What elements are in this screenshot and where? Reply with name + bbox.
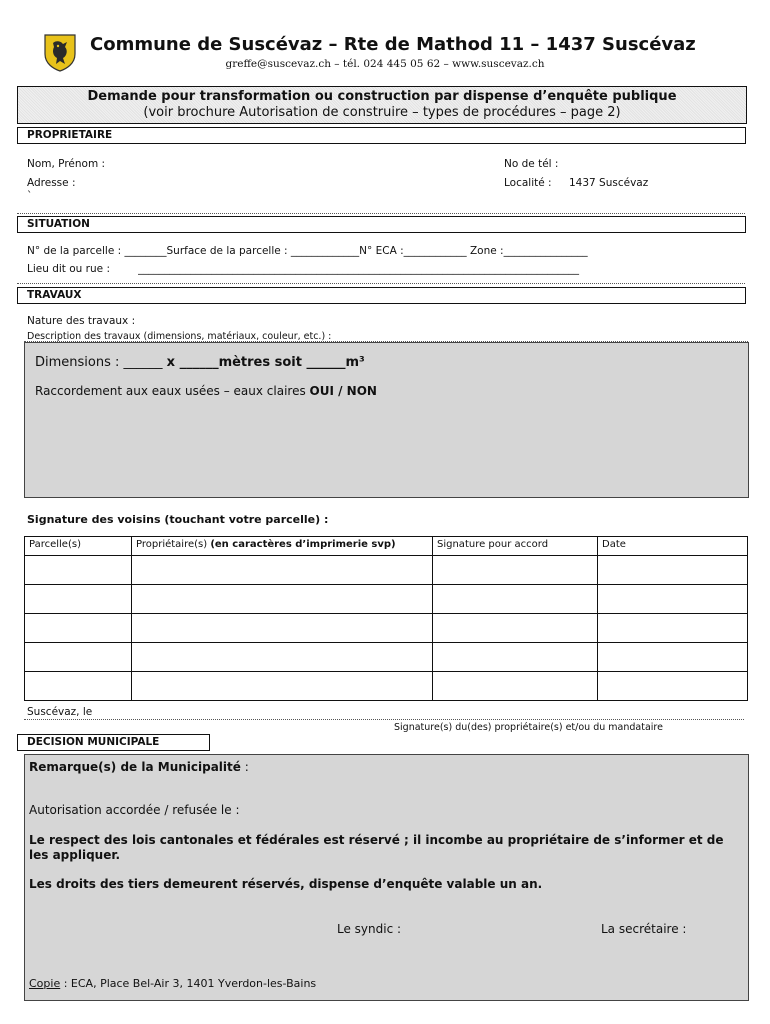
- locality-label: Localité :: [504, 177, 552, 189]
- copie-label: Copie: [29, 977, 61, 990]
- table-row: [25, 672, 748, 701]
- parcel-line: N° de la parcelle : ________Surface de la parcelle : _____________N° ECA :____________ Zone :________________: [27, 245, 588, 257]
- table-cell[interactable]: [433, 614, 598, 643]
- table-cell[interactable]: [598, 556, 748, 585]
- lieu-label: Lieu dit ou rue :: [27, 263, 110, 275]
- syndic-label: Le syndic :: [337, 922, 402, 936]
- divider: [17, 213, 745, 214]
- stray-mark: `: [27, 190, 33, 202]
- table-cell[interactable]: [433, 672, 598, 701]
- col-signature: Signature pour accord: [433, 537, 598, 556]
- name-label: Nom, Prénom :: [27, 158, 106, 170]
- dimensions-prefix: Dimensions : ______: [35, 355, 167, 370]
- table-cell[interactable]: [25, 556, 132, 585]
- divider: [17, 283, 745, 284]
- col-date: Date: [598, 537, 748, 556]
- table-cell[interactable]: [433, 585, 598, 614]
- owner-signature-label: Signature(s) du(des) propriétaire(s) et/ou du mandataire: [394, 722, 663, 733]
- dimensions-line: [35, 355, 365, 370]
- table-cell[interactable]: [132, 556, 433, 585]
- copie-text: : ECA, Place Bel-Air 3, 1401 Yverdon-les-Bains: [60, 977, 317, 990]
- table-row: [25, 614, 748, 643]
- table-cell[interactable]: [132, 643, 433, 672]
- address-label: Adresse :: [27, 177, 76, 189]
- request-title: Demande pour transformation ou construction par dispense d’enquête publique: [87, 89, 677, 104]
- table-cell[interactable]: [132, 585, 433, 614]
- table-cell[interactable]: [25, 672, 132, 701]
- table-row: [25, 643, 748, 672]
- decision-box: [24, 754, 749, 1001]
- table-header-row: [25, 537, 748, 556]
- table-row: [25, 585, 748, 614]
- autorisation-label: Autorisation accordée / refusée le :: [29, 803, 240, 817]
- table-cell[interactable]: [132, 614, 433, 643]
- respect-notice: Le respect des lois cantonales et fédérales est réservé ; il incombe au propriétaire de s’informer et de les appliquer.: [29, 833, 724, 862]
- col-proprietaire-label: Propriétaire(s): [136, 539, 211, 550]
- droits-notice: Les droits des tiers demeurent réservés, dispense d’enquête valable un an.: [29, 877, 543, 891]
- request-title-box: [17, 86, 747, 124]
- tel-label: No de tél :: [504, 158, 559, 170]
- table-cell[interactable]: [598, 585, 748, 614]
- lieu-field[interactable]: ____________________________________________________________________________________: [138, 263, 579, 275]
- table-cell[interactable]: [433, 556, 598, 585]
- voisins-heading: Signature des voisins (touchant votre parcelle) :: [27, 513, 329, 526]
- remarques-label: Remarque(s) de la Municipalité: [29, 760, 241, 774]
- table-cell[interactable]: [598, 614, 748, 643]
- col-proprietaire: [132, 537, 433, 556]
- dimensions-formula: x ______mètres soit ______m³: [166, 355, 365, 370]
- table-cell[interactable]: [25, 643, 132, 672]
- table-cell[interactable]: [598, 672, 748, 701]
- section-travaux: TRAVAUX: [17, 287, 746, 304]
- voisins-table: [24, 536, 748, 701]
- copie-line: [29, 977, 316, 990]
- section-situation: SITUATION: [17, 216, 746, 233]
- table-cell[interactable]: [598, 643, 748, 672]
- col-proprietaire-note: (en caractères d’imprimerie svp): [210, 539, 396, 550]
- remarques-colon: :: [240, 760, 249, 774]
- contact-line: greffe@suscevaz.ch – tél. 024 445 05 62 – www.suscevaz.ch: [225, 58, 545, 70]
- section-proprietaire: PROPRIETAIRE: [17, 127, 746, 144]
- description-box[interactable]: [24, 342, 749, 498]
- place-date-label: Suscévaz, le: [27, 706, 93, 718]
- description-label: Description des travaux (dimensions, matériaux, couleur, etc.) :: [27, 331, 332, 342]
- section-decision: DECISION MUNICIPALE: [17, 734, 210, 751]
- secretaire-label: La secrétaire :: [601, 922, 687, 936]
- col-parcelle: Parcelle(s): [25, 537, 132, 556]
- table-cell[interactable]: [25, 614, 132, 643]
- locality-value: 1437 Suscévaz: [569, 177, 649, 189]
- nature-label: Nature des travaux :: [27, 315, 136, 327]
- raccord-text: Raccordement aux eaux usées – eaux claires: [35, 384, 310, 398]
- table-cell[interactable]: [132, 672, 433, 701]
- request-subtitle: (voir brochure Autorisation de construire – types de procédures – page 2): [143, 105, 621, 120]
- raccord-choice: OUI / NON: [309, 384, 377, 398]
- signature-line: [24, 719, 744, 720]
- table-cell[interactable]: [433, 643, 598, 672]
- table-row: [25, 556, 748, 585]
- raccord-line: [35, 384, 377, 398]
- table-cell[interactable]: [25, 585, 132, 614]
- page-title: Commune de Suscévaz – Rte de Mathod 11 – 1437 Suscévaz: [90, 34, 696, 55]
- remarques-line: [29, 760, 249, 774]
